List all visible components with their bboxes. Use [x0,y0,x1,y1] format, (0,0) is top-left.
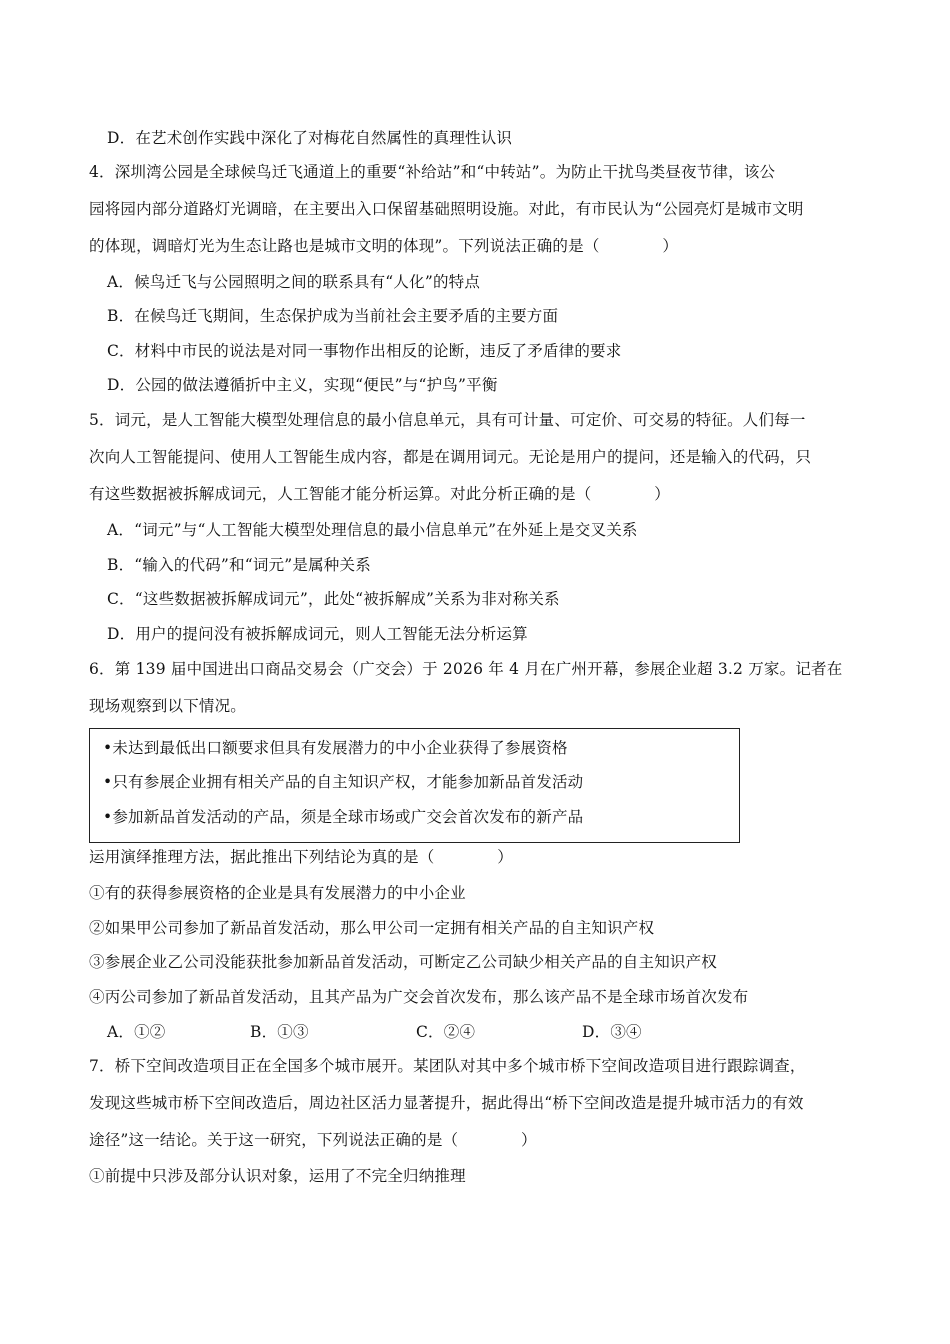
q6-choice-b: B．①③ [250,1023,309,1041]
q5-stem-line-2: 次向人工智能提问、使用人工智能生成内容，都是在调用词元。无论是用户的提问，还是输入的代码，只 [89,448,812,466]
q4-stem-line-2: 园将园内部分道路灯光调暗，在主要出入口保留基础照明设施。对此，有市民认为“公园亮灯是城市文明 [89,200,804,218]
q4-option-c: C．材料中市民的说法是对同一事物作出相反的论断，违反了矛盾律的要求 [107,342,622,360]
q5-option-b: B．“输入的代码”和“词元”是属种关系 [107,556,371,574]
q6-statement-4: ④丙公司参加了新品首发活动，且其产品为广交会首次发布，那么该产品不是全球市场首次发布 [89,988,749,1006]
q6-stem-line-2: 现场观察到以下情况。 [89,697,247,715]
q6-stem-line-1: 6．第 139 届中国进出口商品交易会（广交会）于 2026 年 4 月在广州开幕，参展企业超 3.2 万家。记者在 [89,660,843,678]
q4-option-d: D．公园的做法遵循折中主义，实现“便民”与“护鸟”平衡 [107,376,498,394]
q5-stem-line-1: 5．词元，是人工智能大模型处理信息的最小信息单元，具有可计量、可定价、可交易的特征。人们每一 [89,411,806,429]
q6-choice-d: D．③④ [582,1023,642,1041]
q7-stem-line-2: 发现这些城市桥下空间改造后，周边社区活力显著提升，据此得出“桥下空间改造是提升城市活力的有效 [89,1094,804,1112]
q6-info-box [89,728,740,843]
q7-statement-1: ①前提中只涉及部分认识对象，运用了不完全归纳推理 [89,1167,466,1185]
q3-option-d: D．在艺术创作实践中深化了对梅花自然属性的真理性认识 [107,129,513,147]
q6-choice-c: C．②④ [416,1023,476,1041]
q4-stem-line-3: 的体现，调暗灯光为生态让路也是城市文明的体现”。下列说法正确的是（ ） [89,237,679,255]
q6-box-item-1: •未达到最低出口额要求但具有发展潜力的中小企业获得了参展资格 [103,739,568,757]
q4-stem-line-1: 4．深圳湾公园是全球候鸟迁飞通道上的重要“补给站”和“中转站”。为防止干扰鸟类昼夜节律，该公 [89,163,776,181]
q5-option-a: A．“词元”与“人工智能大模型处理信息的最小信息单元”在外延上是交叉关系 [107,521,638,539]
q4-option-b: B．在候鸟迁飞期间，生态保护成为当前社会主要矛盾的主要方面 [107,307,559,325]
q6-choice-a: A．①② [107,1023,166,1041]
q7-stem-line-1: 7．桥下空间改造项目正在全国多个城市展开。某团队对其中多个城市桥下空间改造项目进行跟踪调查， [89,1057,806,1075]
q5-option-d: D．用户的提问没有被拆解成词元，则人工智能无法分析运算 [107,625,528,643]
q6-statement-2: ②如果甲公司参加了新品首发活动，那么甲公司一定拥有相关产品的自主知识产权 [89,919,655,937]
q7-stem-line-3: 途径”这一结论。关于这一研究，下列说法正确的是（ ） [89,1131,537,1149]
q6-box-item-2: •只有参展企业拥有相关产品的自主知识产权，才能参加新品首发活动 [103,773,584,791]
q5-option-c: C．“这些数据被拆解成词元”，此处“被拆解成”关系为非对称关系 [107,590,560,608]
q4-option-a: A．候鸟迁飞与公园照明之间的联系具有“人化”的特点 [107,273,481,291]
q6-statement-3: ③参展企业乙公司没能获批参加新品首发活动，可断定乙公司缺少相关产品的自主知识产权 [89,953,718,971]
q6-question: 运用演绎推理方法，据此推出下列结论为真的是（ ） [89,848,513,866]
q6-statement-1: ①有的获得参展资格的企业是具有发展潜力的中小企业 [89,884,466,902]
q6-box-item-3: •参加新品首发活动的产品，须是全球市场或广交会首次发布的新产品 [103,808,584,826]
q5-stem-line-3: 有这些数据被拆解成词元，人工智能才能分析运算。对此分析正确的是（ ） [89,485,670,503]
